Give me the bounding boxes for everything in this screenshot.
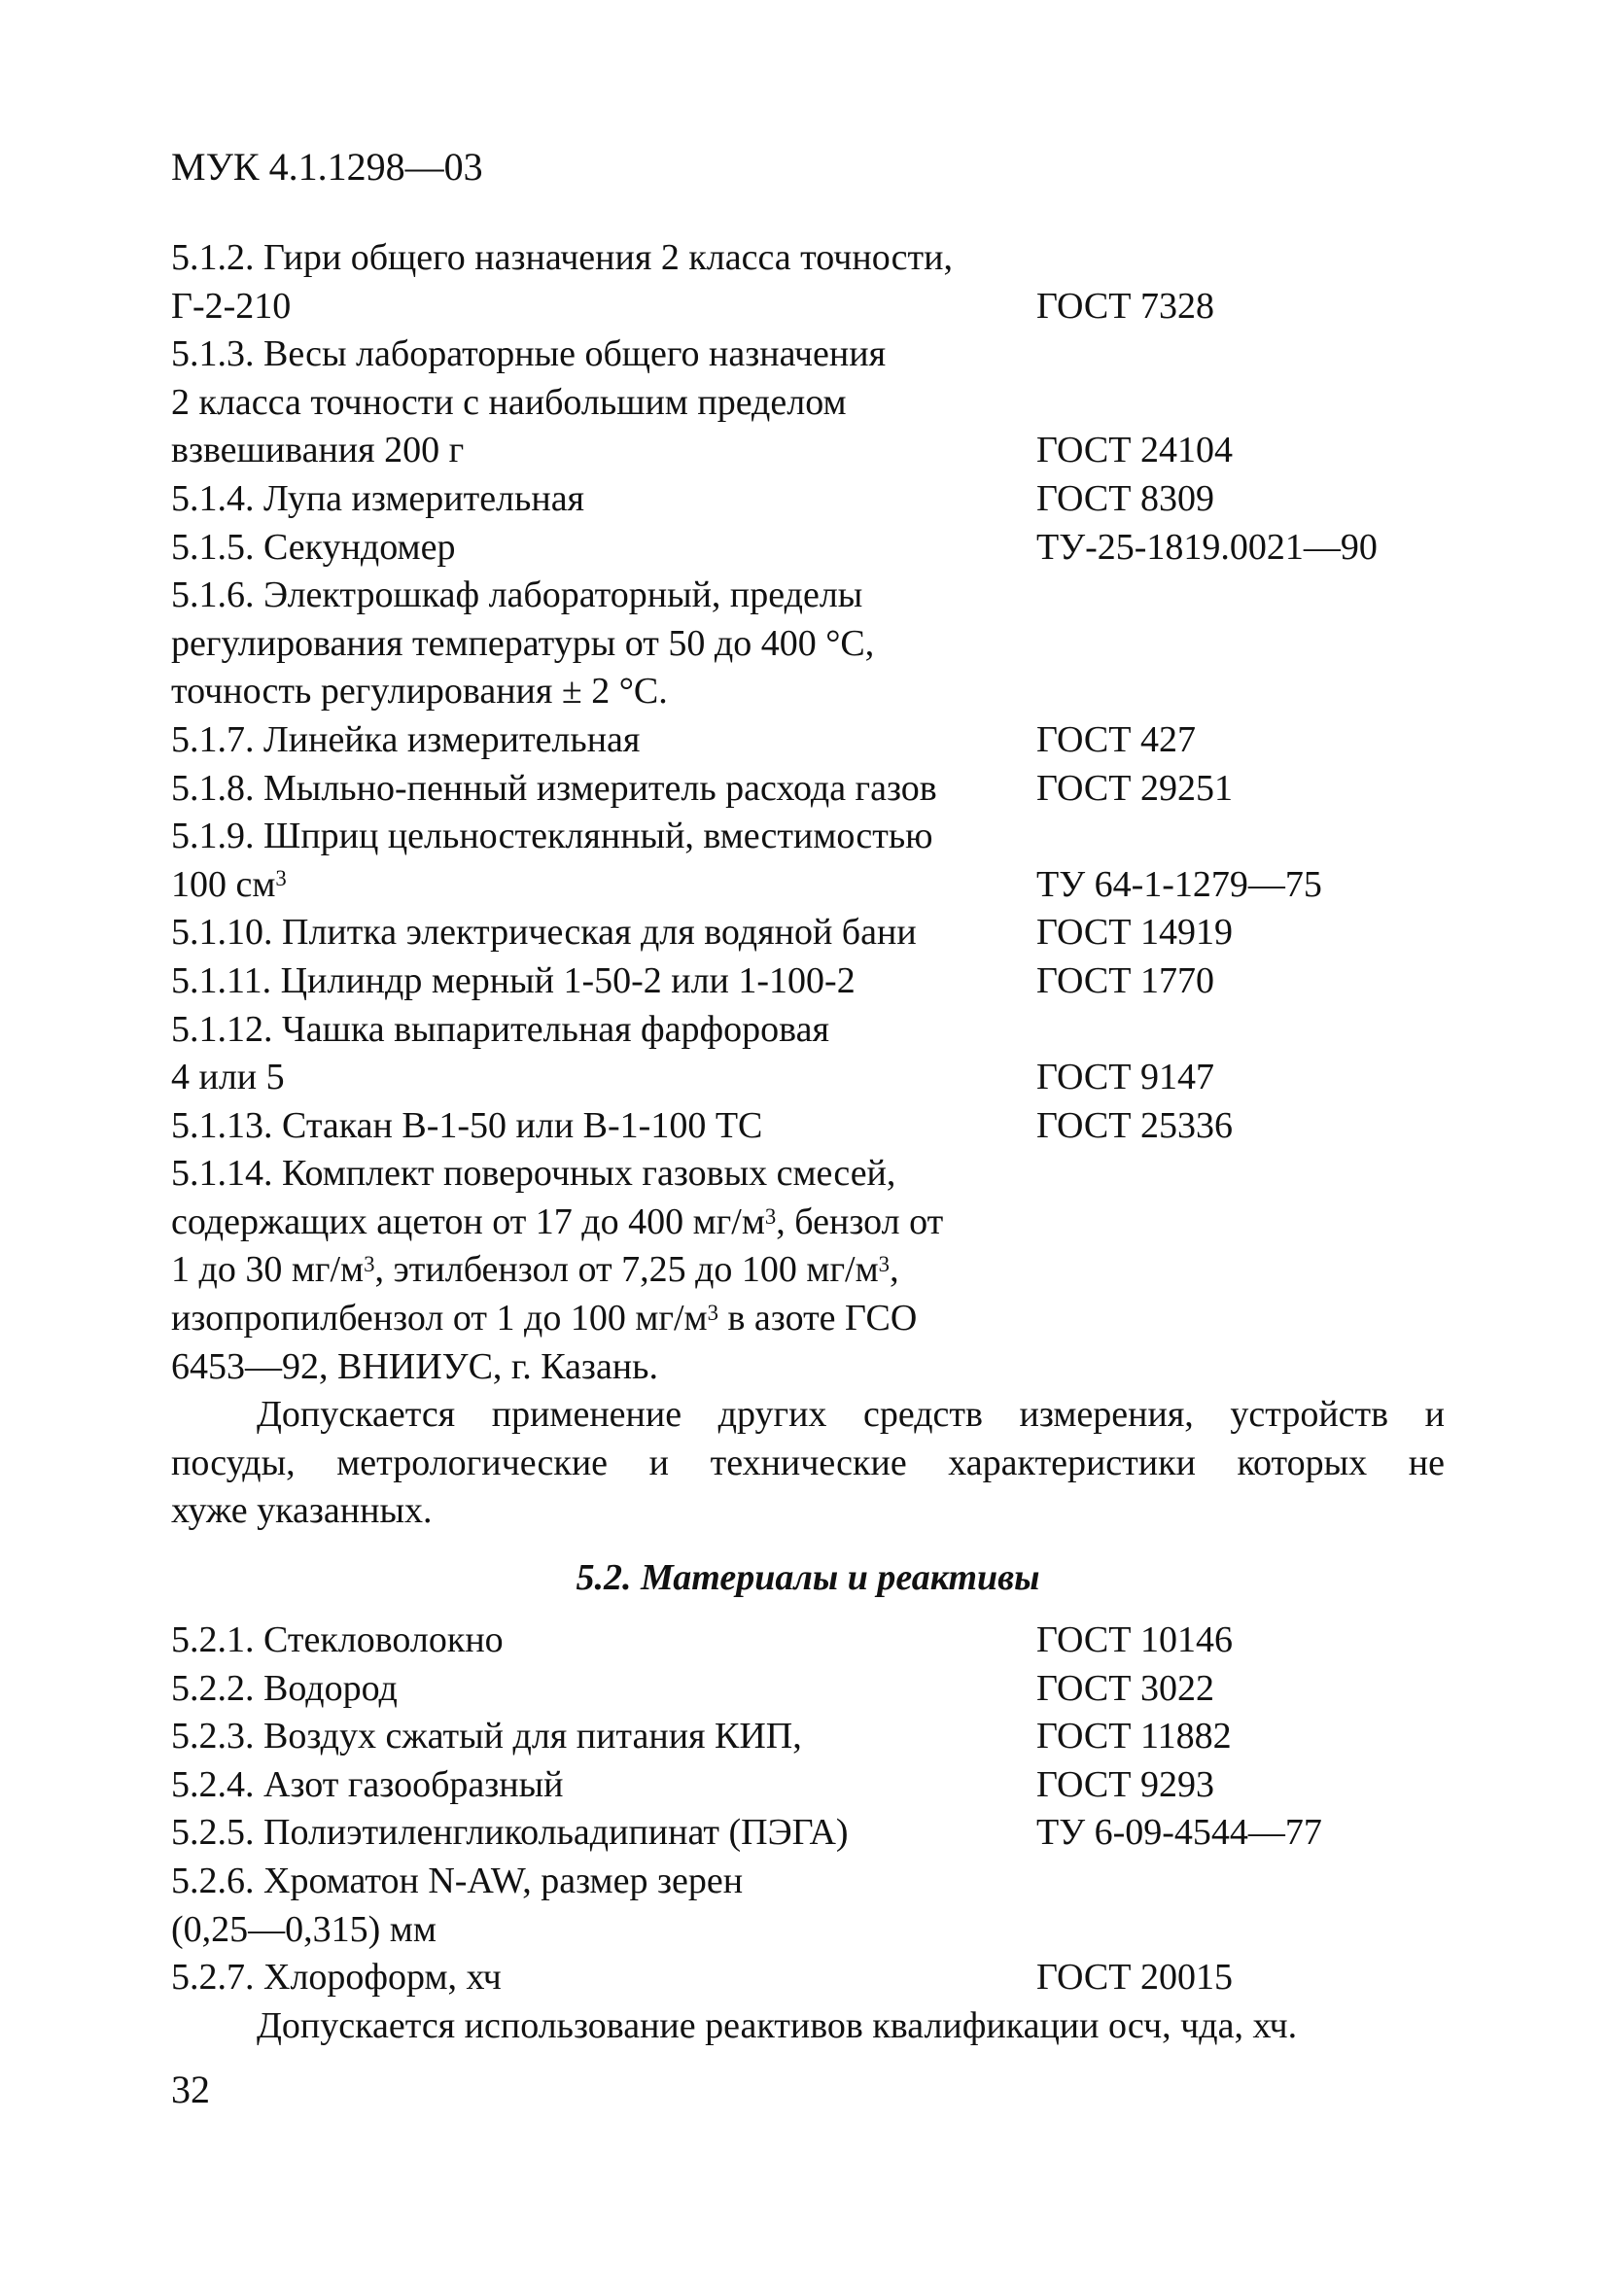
equipment-text: 2 класса точности с наибольшим пределом: [171, 381, 847, 423]
material-standard: ГОСТ 10146: [1036, 1619, 1233, 1660]
note-text: Допускается применение других средств измерения, устройств и: [257, 1394, 1445, 1436]
note-line: [171, 1440, 1445, 1488]
equipment-text: 5.1.7. Линейка измерительная: [171, 718, 641, 760]
equipment-text: взвешивания 200 г: [171, 430, 465, 471]
reagents-note-text: Допускается использование реактивов квалификации осч, чда, хч.: [257, 2004, 1298, 2046]
material-text: 5.2.4. Азот газообразный: [171, 1763, 564, 1805]
equipment-line: [171, 861, 1445, 910]
material-standard: ГОСТ 11882: [1036, 1716, 1232, 1757]
note-text: посуды, метрологические и технические характеристики которых не: [171, 1442, 1445, 1483]
materials-heading: 5.2. Материалы и реактивы: [576, 1557, 1040, 1598]
equipment-standard: ГОСТ 8309: [1036, 477, 1214, 519]
equipment-line: [171, 1054, 1445, 1102]
superscript: 3: [707, 1300, 718, 1325]
material-line: [171, 1665, 1445, 1714]
equipment-standard: ГОСТ 24104: [1036, 430, 1233, 471]
equipment-text: 5.1.2. Гири общего назначения 2 класса точности,: [171, 237, 953, 278]
equipment-line: [171, 1150, 1445, 1199]
material-line: [171, 1858, 1445, 1906]
equipment-line: [171, 765, 1445, 814]
equipment-standard: ГОСТ 9147: [1036, 1057, 1214, 1098]
equipment-text: 5.1.4. Лупа измерительная: [171, 477, 585, 519]
equipment-line: [171, 283, 1445, 331]
equipment-text: регулирования температуры от 50 до 400 °С,: [171, 622, 875, 664]
note-line: [171, 1391, 1445, 1440]
equipment-text: 5.1.14. Комплект поверочных газовых смесей,: [171, 1153, 896, 1195]
superscript: 3: [275, 866, 287, 891]
equipment-line: [171, 427, 1445, 475]
equipment-text: 4 или 5: [171, 1057, 285, 1098]
equipment-text: 5.1.13. Стакан В-1-50 или В-1-100 ТС: [171, 1104, 763, 1146]
equipment-text-main: 100 см: [171, 863, 276, 905]
equipment-text: Г-2-210: [171, 285, 292, 327]
equipment-list: [171, 234, 1445, 1536]
equipment-line: [171, 620, 1445, 669]
equipment-line: [171, 572, 1445, 620]
equipment-standard: ГОСТ 14919: [1036, 912, 1233, 954]
equipment-text: 5.1.12. Чашка выпарительная фарфоровая: [171, 1008, 829, 1050]
equipment-standard: ГОСТ 7328: [1036, 285, 1214, 327]
equipment-standard: ГОСТ 427: [1036, 718, 1196, 760]
equipment-standard: ГОСТ 25336: [1036, 1104, 1233, 1146]
material-text: 5.2.6. Хроматон N-AW, размер зерен: [171, 1860, 744, 1901]
superscript: 3: [878, 1252, 891, 1277]
mixture-line: [171, 1246, 1445, 1295]
mixture-text: [171, 1295, 917, 1343]
equipment-standard: ТУ 64-1-1279—75: [1036, 863, 1322, 905]
mixture-text: [171, 1246, 899, 1295]
material-standard: ГОСТ 3022: [1036, 1667, 1214, 1709]
material-text: 5.2.1. Стекловолокно: [171, 1619, 504, 1660]
equipment-standard: ГОСТ 1770: [1036, 959, 1214, 1001]
equipment-standard: ГОСТ 29251: [1036, 767, 1233, 809]
equipment-text: 5.1.3. Весы лабораторные общего назначения: [171, 333, 887, 375]
superscript: 3: [764, 1203, 777, 1229]
mixture-line: [171, 1295, 1445, 1343]
equipment-line: [171, 475, 1445, 524]
equipment-text: [171, 861, 287, 910]
mixture-line: [171, 1343, 1445, 1392]
materials-list: [171, 1617, 1445, 2050]
mixture-text-part: ,: [890, 1249, 899, 1291]
equipment-line: [171, 234, 1445, 283]
document-code-header: МУК 4.1.1298—03: [171, 145, 483, 189]
equipment-line: [171, 716, 1445, 765]
mixture-text: [171, 1199, 943, 1247]
equipment-text: 5.1.10. Плитка электрическая для водяной бани: [171, 912, 917, 954]
material-standard: ГОСТ 20015: [1036, 1957, 1233, 1999]
material-text: 5.2.5. Полиэтиленгликольадипинат (ПЭГА): [171, 1812, 849, 1854]
superscript: 3: [364, 1252, 375, 1277]
equipment-line: [171, 668, 1445, 716]
equipment-line: [171, 1006, 1445, 1055]
mixture-line: [171, 1199, 1445, 1247]
equipment-text: точность регулирования ± 2 °С.: [171, 671, 668, 713]
equipment-text: 5.1.6. Электрошкаф лабораторный, пределы: [171, 574, 863, 616]
equipment-standard: ТУ-25-1819.0021—90: [1036, 526, 1378, 568]
equipment-text: 5.1.11. Цилиндр мерный 1-50-2 или 1-100-2: [171, 959, 856, 1001]
mixture-text-part: 1 до 30 мг/м: [171, 1249, 365, 1291]
equipment-text: 5.1.8. Мыльно-пенный измеритель расхода газов: [171, 767, 937, 809]
equipment-line: [171, 909, 1445, 957]
equipment-text: 5.1.9. Шприц цельностеклянный, вместимостью: [171, 816, 933, 857]
material-line: [171, 1809, 1445, 1858]
mixture-text-part: , бензол от: [776, 1200, 944, 1242]
material-text: 5.2.2. Водород: [171, 1667, 398, 1709]
material-line: [171, 1617, 1445, 1665]
equipment-line: [171, 957, 1445, 1006]
material-line: [171, 1713, 1445, 1761]
equipment-line: [171, 813, 1445, 861]
material-line: [171, 1906, 1445, 1955]
material-text: 5.2.7. Хлороформ, хч: [171, 1957, 502, 1999]
material-line: [171, 1954, 1445, 2002]
material-text: (0,25—0,315) мм: [171, 1908, 437, 1950]
mixture-text: 6453—92, ВНИИУС, г. Казань.: [171, 1345, 658, 1387]
material-line: [171, 1761, 1445, 1810]
page-number: 32: [171, 2068, 210, 2111]
equipment-text: 5.1.5. Секундомер: [171, 526, 456, 568]
equipment-line: [171, 330, 1445, 379]
material-standard: ТУ 6-09-4544—77: [1036, 1812, 1322, 1854]
equipment-line: [171, 1102, 1445, 1151]
note-text: хуже указанных.: [171, 1490, 433, 1532]
mixture-text-part: в азоте ГСО: [717, 1298, 918, 1339]
note-line: [171, 1487, 1445, 1536]
mixture-text-part: изопропилбензол от 1 до 100 мг/м: [171, 1298, 708, 1339]
material-standard: ГОСТ 9293: [1036, 1763, 1214, 1805]
mixture-text-part: содержащих ацетон от 17 до 400 мг/м: [171, 1200, 765, 1242]
equipment-line: [171, 379, 1445, 428]
mixture-text-part: , этилбензол от 7,25 до 100 мг/м: [374, 1249, 879, 1291]
equipment-line: [171, 524, 1445, 573]
material-text: 5.2.3. Воздух сжатый для питания КИП,: [171, 1716, 802, 1757]
reagents-note-line: [171, 2002, 1445, 2051]
